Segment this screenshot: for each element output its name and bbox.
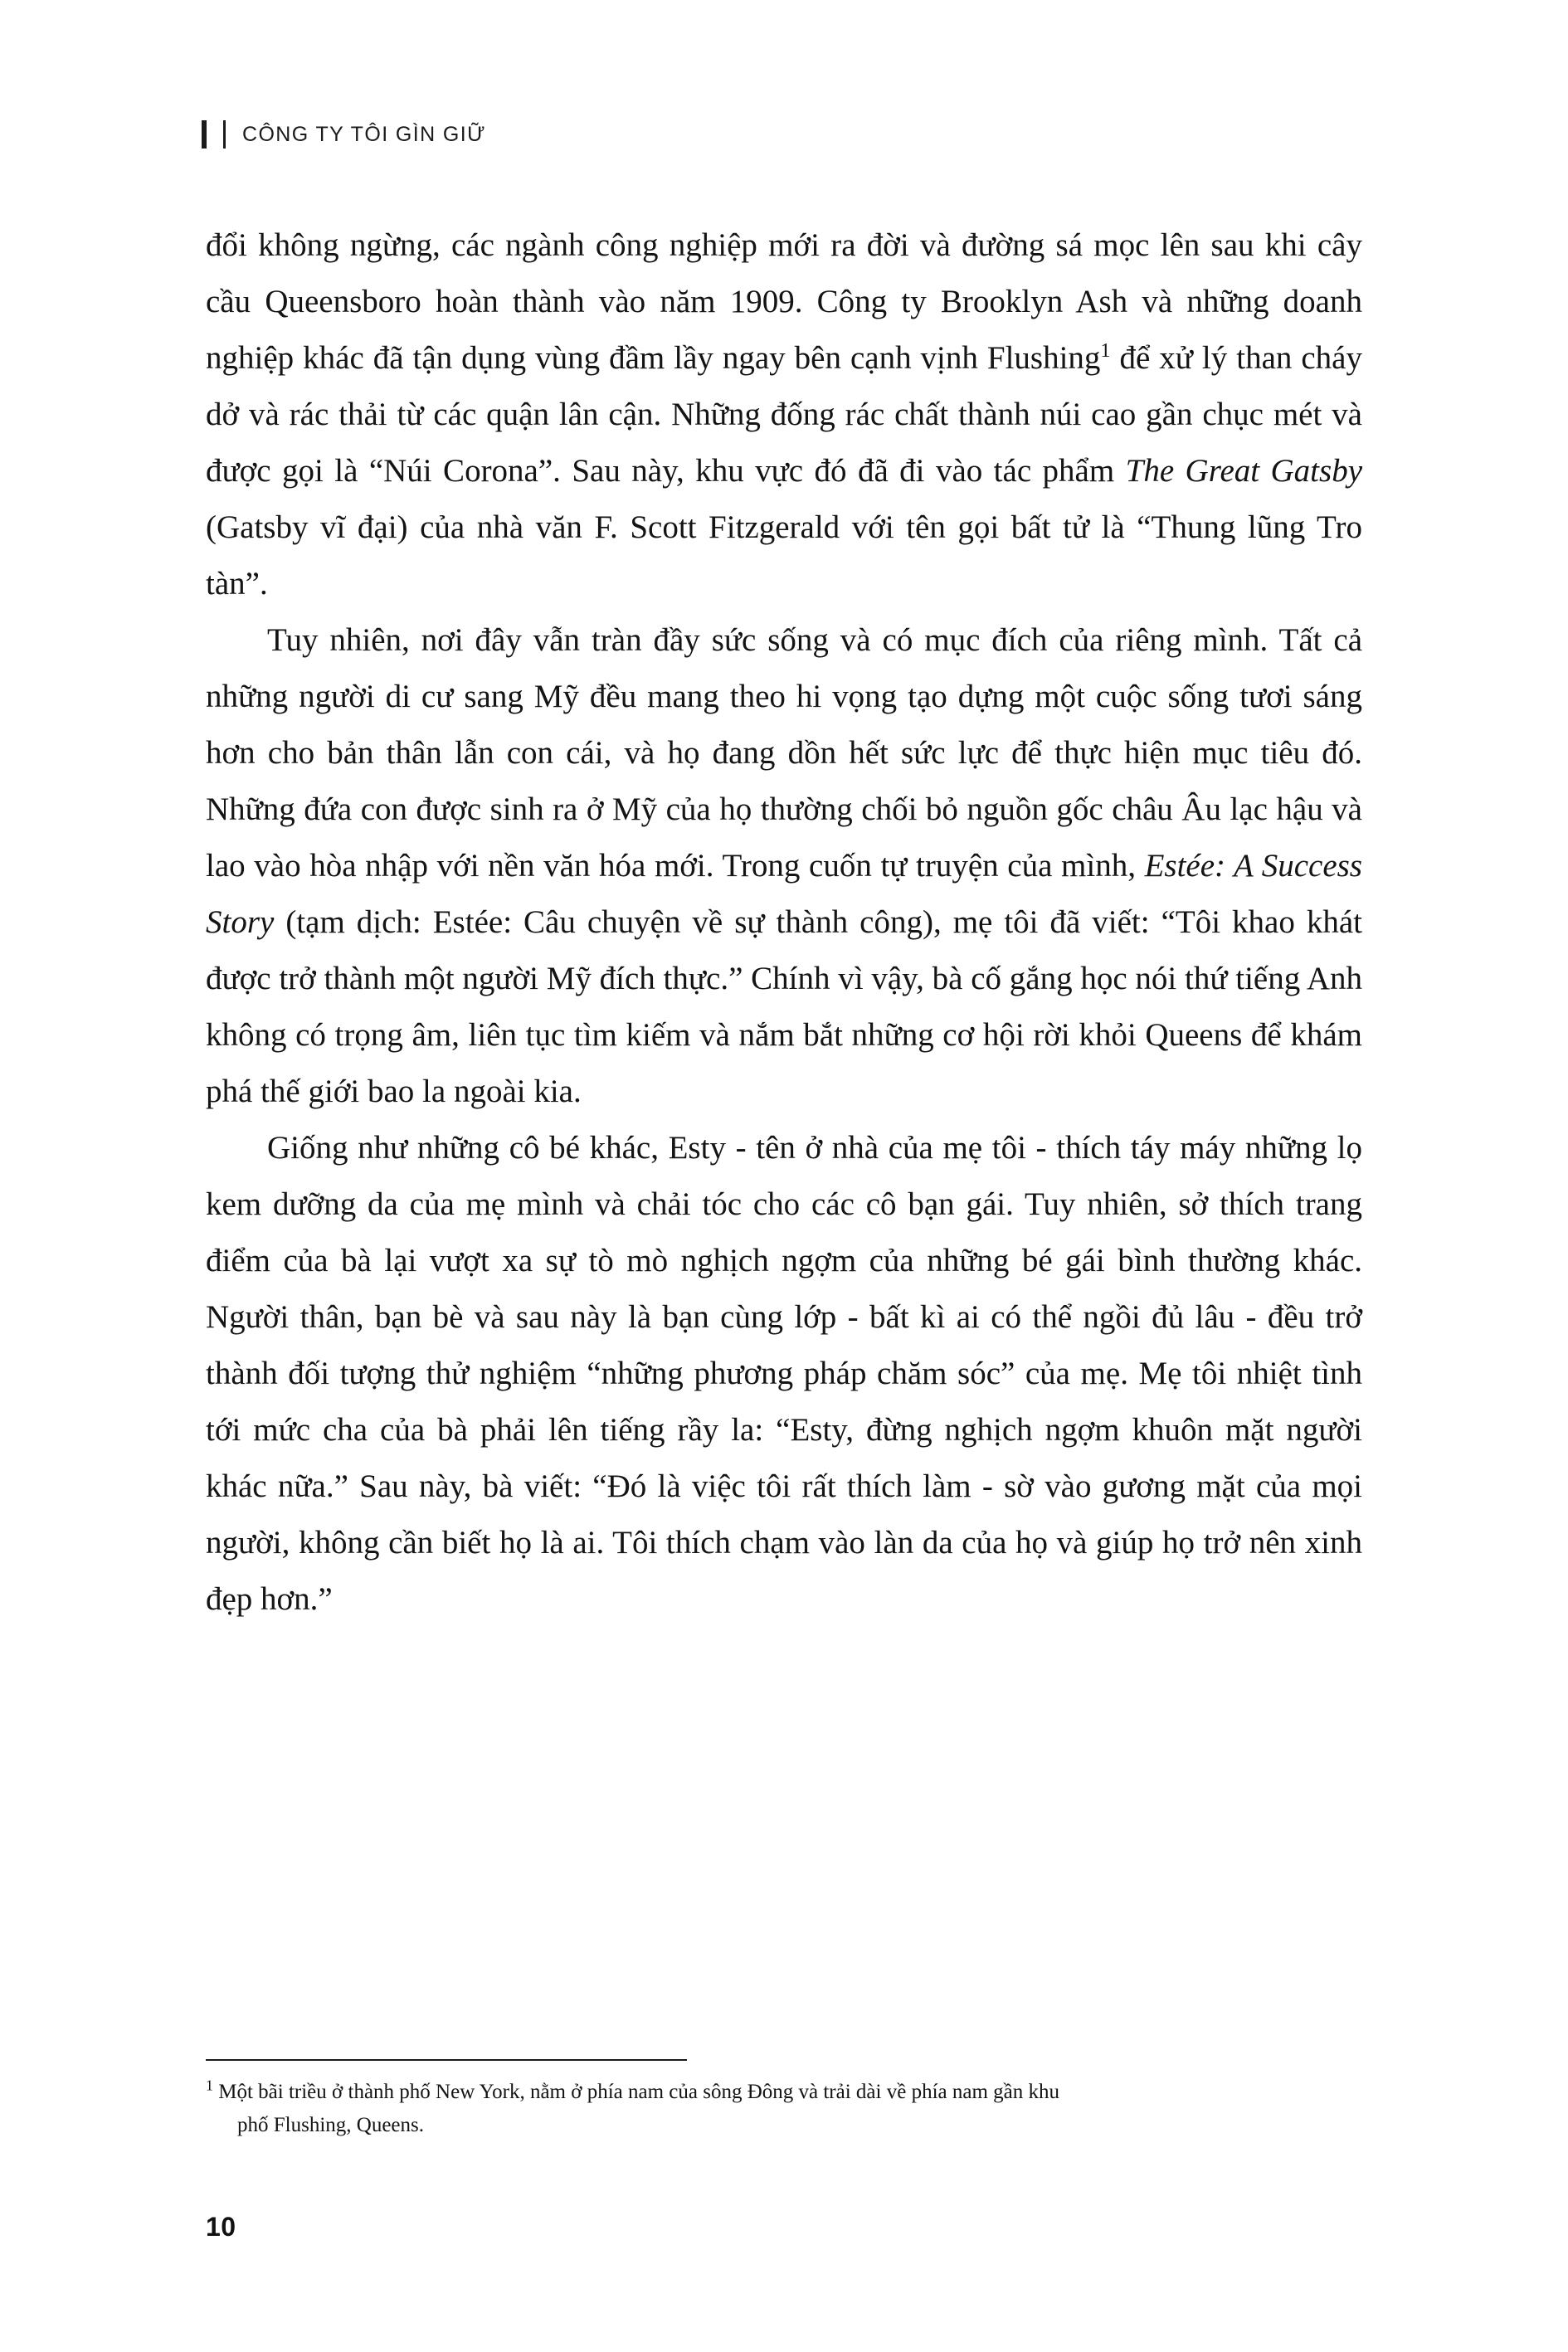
running-head-rule-secondary-icon [223,120,226,149]
book-title-gatsby: The Great Gatsby [1125,453,1362,489]
book-title-estee: Estée: A Success Story [206,848,1362,940]
footnote-line-2: phố Flushing, Queens. [237,2114,424,2136]
footnote-separator [206,2059,687,2061]
footnote-line-1: Một bãi triều ở thành phố New York, nằm ở phía nam của sông Đông và trải dài về phía nam gần khu [213,2081,1059,2103]
paragraph-1-run-3: để xử lý than cháy dở và rác thải từ các quận lân cận. Những đống rác chất thành núi cao gần chục mét và được gọi là “Núi Corona”. Sau này, khu vực đó đã đi vào tác phẩm [206,340,1362,489]
page-number: 10 [206,2212,236,2242]
running-head-title: CÔNG TY TÔI GÌN GIỮ [242,122,486,146]
footnote-block [206,2059,1367,2142]
paragraph-2-run-3: (tạm dịch: Estée: Câu chuyện về sự thành công), mẹ tôi đã viết: “Tôi khao khát được trở thành một người Mỹ đích thực.” Chính vì vậy, bà cố gắng học nói thứ tiếng Anh không có trọng âm, liên tục tìm kiếm và nắm bắt những cơ hội rời khỏi Queens để khám phá thế giới bao la ngoài kia. [206,904,1362,1109]
running-head [202,118,486,151]
paragraph-2-run-1: Tuy nhiên, nơi đây vẫn tràn đầy sức sống và có mục đích của riêng mình. Tất cả những người di cư sang Mỹ đều mang theo hi vọng tạo dựng một cuộc sống tươi sáng hơn cho bản thân lẫn con cái, và họ đang dồn hết sức lực để thực hiện mục tiêu đó. Những đứa con được sinh ra ở Mỹ của họ thường chối bỏ nguồn gốc châu Âu lạc hậu và lao vào hòa nhập với nền văn hóa mới. Trong cuốn tự truyện của mình, [206,622,1362,884]
paragraph-2 [206,612,1362,1120]
footnote-reference-1: 1 [1100,339,1111,362]
body-text [206,217,1362,1628]
paragraph-1 [206,217,1362,612]
paragraph-1-run-5: (Gatsby vĩ đại) của nhà văn F. Scott Fitzgerald với tên gọi bất tử là “Thung lũng Tro tàn”. [206,509,1362,601]
footnote-marker: 1 [206,2077,213,2094]
paragraph-3 [206,1120,1362,1628]
paragraph-1-run-1: đổi không ngừng, các ngành công nghiệp mới ra đời và đường sá mọc lên sau khi cây cầu Queensboro hoàn thành vào năm 1909. Công ty Brooklyn Ash và những doanh nghiệp khác đã tận dụng vùng đầm lầy ngay bên cạnh vịnh Flushing [206,227,1362,376]
footnote-text [206,2076,1367,2142]
paragraph-3-run-1: Giống như những cô bé khác, Esty - tên ở nhà của mẹ tôi - thích táy máy những lọ kem dưỡng da của mẹ mình và chải tóc cho các cô bạn gái. Tuy nhiên, sở thích trang điểm của bà lại vượt xa sự tò mò nghịch ngợm của những bé gái bình thường khác. Người thân, bạn bè và sau này là bạn cùng lớp - bất kì ai có thể ngồi đủ lâu - đều trở thành đối tượng thử nghiệm “những phương pháp chăm sóc” của mẹ. Mẹ tôi nhiệt tình tới mức cha của bà phải lên tiếng rầy la: “Esty, đừng nghịch ngợm khuôn mặt người khác nữa.” Sau này, bà viết: “Đó là việc tôi rất thích làm - sờ vào gương mặt của mọi người, không cần biết họ là ai. Tôi thích chạm vào làn da của họ và giúp họ trở nên xinh đẹp hơn.” [206,1130,1362,1617]
running-head-rule-icon [202,120,207,149]
